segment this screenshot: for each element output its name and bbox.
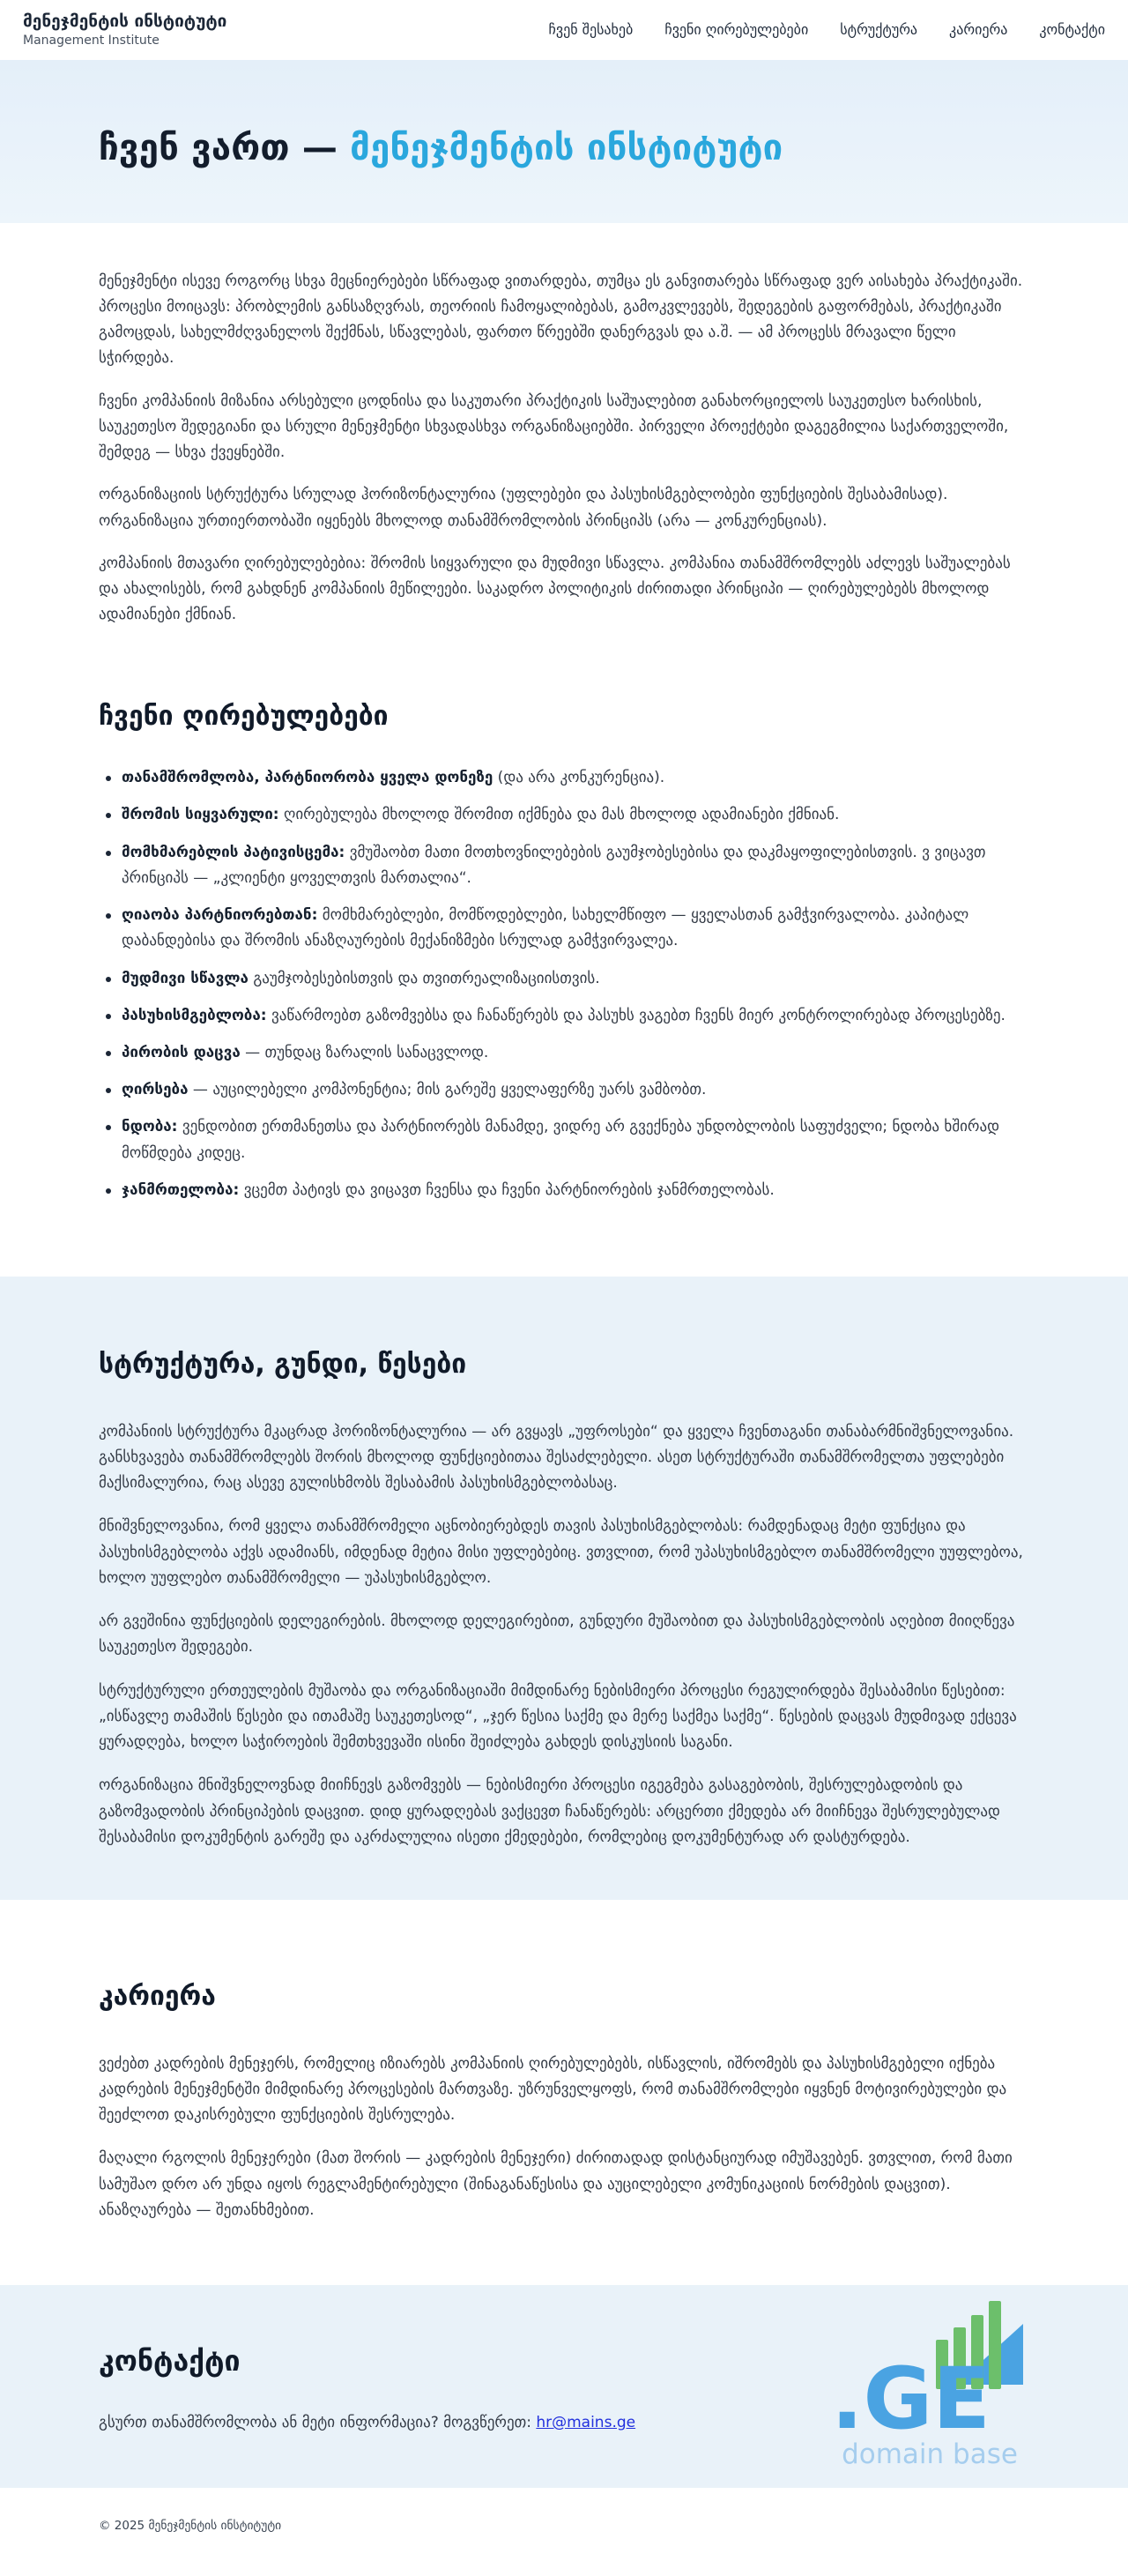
- intro-section: [0, 223, 1128, 629]
- values-list: [99, 765, 1029, 1203]
- structure-paragraph: მნიშვნელოვანია, რომ ყველა თანამშრომელი აცნობიერებდეს თავის პასუხისმგებლობას: რამდენადაც მეტი ფუნქცია და პასუხისმგებლობა აქვს ადამიანს, იმდენად მეტია მისი უფლებებიც. ვთვლით, რომ უპასუხისმგებლო თანამშრომელი უუფლებოა, ხოლო უუფლებო თანამშრომელი — უპასუხისმგებლო.: [99, 1517, 1023, 1587]
- contact-section: [0, 2285, 1128, 2488]
- list-item: ჯანმრთელობა: ვცემთ პატივს და ვიცავთ ჩვენსა და ჩვენი პარტნიორების ჯანმრთელობას.: [99, 1178, 1029, 1203]
- logo-domain-base-text: domain base: [842, 2438, 1018, 2471]
- list-item: ნდობა: ვენდობით ერთმანეთსა და პარტნიორებს მანამდე, ვიდრე არ გვექნება უნდობლობის საფუძველი; ნდობა ხშირად მოწმდება კიდეც.: [99, 1114, 1029, 1165]
- ge-domain-base-logo[interactable]: [831, 2294, 1029, 2479]
- page-title-accent: მენეჯმენტის ინსტიტუტი: [350, 127, 783, 168]
- site-header: [0, 0, 1128, 60]
- list-item: შრომის სიყვარული: ღირებულება მხოლოდ შრომით იქმნება და მას მხოლოდ ადამიანები ქმნიან.: [99, 802, 1029, 828]
- nav-item-contact[interactable]: კონტაქტი: [1039, 21, 1105, 39]
- site-logo[interactable]: [23, 11, 226, 48]
- nav-item-values[interactable]: ჩვენი ღირებულებები: [664, 21, 809, 39]
- career-section: [0, 1900, 1128, 2285]
- structure-paragraph: ორგანიზაცია მნიშვნელოვნად მიიჩნევს გაზომვებს — ნებისმიერი პროცესი იგეგმება გასაგებობის, შესრულებადობის და გაზომვადობის პრინციპების დაცვით. დიდ ყურადღებას ვაქცევთ ჩანაწერებს: არცერთი ქმედება არ მიიჩნევა შესრულებულად შესაბამისი დოკუმენტის გარეშე და აკრძალულია ისეთი ქმედებები, რომლებიც დოკუმენტურად არ დასტურდება.: [99, 1776, 1000, 1846]
- values-heading: ჩვენი ღირებულებები: [99, 700, 389, 732]
- structure-paragraph: სტრუქტურული ერთეულების მუშაობა და ორგანიზაციაში მიმდინარე ნებისმიერი პროცესი რეგულირდება შესაბამისი წესებით: „ისწავლე თამაშის წესები და ითამაშე საუკეთესოდ“, „ჯერ წესია საქმე და მერე საქმეა საქმე“. წესების დაცვას მუდმივად ექცევა ყურადღება, ხოლო საჭიროების შემთხვევაში ისინი შეიძლება გახდეს დისკუსიის საგანი.: [99, 1681, 1017, 1752]
- career-paragraph: მაღალი რგოლის მენეჯერები (მათ შორის — კადრების მენეჯერი) ძირითადად დისტანციურად იმუშავებენ. ვთვლით, რომ მათი სამუშაო დრო არ უნდა იყოს რეგლამენტირებული (შინაგანაწესისა და აუცილებელი კომუნიკაციის ნორმების დაცვით). ანაზღაურება — შეთანხმებით.: [99, 2149, 1013, 2219]
- structure-section: [0, 1277, 1128, 1900]
- list-item: პირობის დაცვა — თუნდაც ზარალის სანაცვლოდ.: [99, 1040, 1029, 1066]
- career-heading: კარიერა: [99, 1981, 216, 2013]
- list-item: მომხმარებლის პატივისცემა: ვმუშაობთ მათი მოთხოვნილებების გაუმჯობესებისა და დაკმაყოფილებისთვის. ვ ვიცავთ პრინციპს — „კლიენტი ყოველთვის მართალია“.: [99, 840, 1029, 891]
- intro-paragraph: ორგანიზაციის სტრუქტურა სრულად ჰორიზონტალურია (უფლებები და პასუხისმგებლობები ფუნქციების შესაბამისად). ორგანიზაცია ურთიერთობაში იყენებს მხოლოდ თანამშრომლობის პრინციპს (არა — კონკურენციას).: [99, 486, 948, 530]
- nav-item-career[interactable]: კარიერა: [949, 21, 1008, 39]
- hero-section: [0, 60, 1128, 223]
- logo-subtitle: Management Institute: [23, 33, 160, 48]
- contact-email-link[interactable]: hr@mains.ge: [536, 2414, 636, 2432]
- contact-info: [99, 2337, 635, 2436]
- list-item: მუდმივი სწავლა გაუმჯობესებისთვის და თვითრეალიზაციისთვის.: [99, 966, 1029, 992]
- list-item: პასუხისმგებლობა: ვაწარმოებთ გაზომვებსა და ჩანაწერებს და პასუხს ვაგებთ ჩვენს მიერ კონტროლირებად პროცესებზე.: [99, 1003, 1029, 1029]
- list-item: ღიაობა პარტნიორებთან: მომხმარებლები, მომწოდებლები, სახელმწიფო — ყველასთან გამჭვირვალობა. კაპიტალ დაბანდებისა და შრომის ანაზღაურების მექანიზმები სრულად გამჭვირვალეა.: [99, 903, 1029, 954]
- list-item: ღირსება — აუცილებელი კომპონენტია; მის გარეშე ყველაფერზე უარს ვამბობთ.: [99, 1077, 1029, 1103]
- contact-text: გსურთ თანამშრომლობა ან მეტი ინფორმაცია? მოგვწერეთ: hr@mains.ge: [99, 2414, 636, 2432]
- page-title-prefix: ჩვენ ვართ —: [99, 127, 351, 168]
- logo-title: მენეჯმენტის ინსტიტუტი: [23, 11, 227, 31]
- page-title: [99, 118, 1029, 179]
- intro-paragraph: ჩვენი კომპანიის მიზანია არსებული ცოდნისა და საკუთარი პრაქტიკის საშუალებით განახორციელოს საუკეთესო ხარისხის, საუკეთესო შედეგიანი და სრული მენეჯმენტი სხვადასხვა ორგანიზაციებში. პირველი პროექტები დაგეგმილია საქართველოში, შემდეგ — სხვა ქვეყნებში.: [99, 391, 1009, 462]
- site-footer: [0, 2488, 1128, 2575]
- copyright-text: © 2025 მენეჯმენტის ინსტიტუტი: [99, 2519, 282, 2534]
- ge-logo-graphic: [831, 2294, 1029, 2470]
- main-nav: [549, 18, 1105, 42]
- intro-paragraph: მენეჯმენტი ისევე როგორც სხვა მეცნიერებები სწრაფად ვითარდება, თუმცა ეს განვითარება სწრაფად ვერ აისახება პრაქტიკაში. პროცესი მოიცავს: პრობლემის განსაზღვრას, თეორიის ჩამოყალიბებას, გამოკვლევებს, შედეგების გაფორმებას, პრაქტიკაში გამოცდას, სახელმძღვანელოს შექმნას, სწავლებას, ფართო წრეებში დანერგვას და ა.შ. — ამ პროცესს მრავალი წელი სჭირდება.: [99, 272, 1023, 368]
- nav-item-about[interactable]: ჩვენ შესახებ: [548, 21, 634, 39]
- intro-paragraph: კომპანიის მთავარი ღირებულებებია: შრომის სიყვარული და მუდმივი სწავლა. კომპანია თანამშრომლებს აძლევს საშუალებას და ახალისებს, რომ გახდნენ კომპანიის მეწილეები. საკადრო პოლიტიკის ძირითადი პრინციპი — ღირებულებებს მხოლოდ ადამიანები ქმნიან.: [99, 554, 1011, 624]
- contact-heading: კონტაქტი: [99, 2344, 241, 2379]
- career-paragraph: ვეძებთ კადრების მენეჯერს, რომელიც იზიარებს კომპანიის ღირებულებებს, ისწავლის, იშრომებს და პასუხისმგებელი იქნება კადრების მენეჯმენტში მიმდინარე პროცესების მართვაზე. უზრუნველყოფს, რომ თანამშრომლები იყვნენ მოტივირებულები და შეეძლოთ დაკისრებული ფუნქციების შესრულება.: [99, 2054, 1007, 2125]
- nav-item-structure[interactable]: სტრუქტურა: [840, 21, 918, 39]
- list-item: თანამშრომლობა, პარტნიორობა ყველა დონეზე (და არა კონკურენცია).: [99, 765, 1029, 791]
- structure-paragraph: არ გვეშინია ფუნქციების დელეგირების. მხოლოდ დელეგირებით, გუნდური მუშაობით და პასუხისმგებლობის აღებით მიიღწევა საუკეთესო შედეგები.: [99, 1612, 1015, 1657]
- logo-ge-text: .GE: [831, 2349, 991, 2449]
- structure-heading: სტრუქტურა, გუნდი, წესები: [99, 1349, 467, 1381]
- values-section: [0, 694, 1128, 1223]
- structure-paragraph: კომპანიის სტრუქტურა მკაცრად ჰორიზონტალურია — არ გვყავს „უფროსები“ და ყველა ჩვენთაგანი თანაბარმნიშვნელოვანია. განსხვავება თანამშრომლებს შორის მხოლოდ ფუნქციებითაა შესაძლებელი. ასეთ სტრუქტურაში თანამშრომელთა უფლებები მაქსიმალურია, რაც ასევე გულისხმობს შესაბამის პასუხისმგებლობასაც.: [99, 1422, 1014, 1493]
- logo-bar-4: [989, 2301, 1001, 2389]
